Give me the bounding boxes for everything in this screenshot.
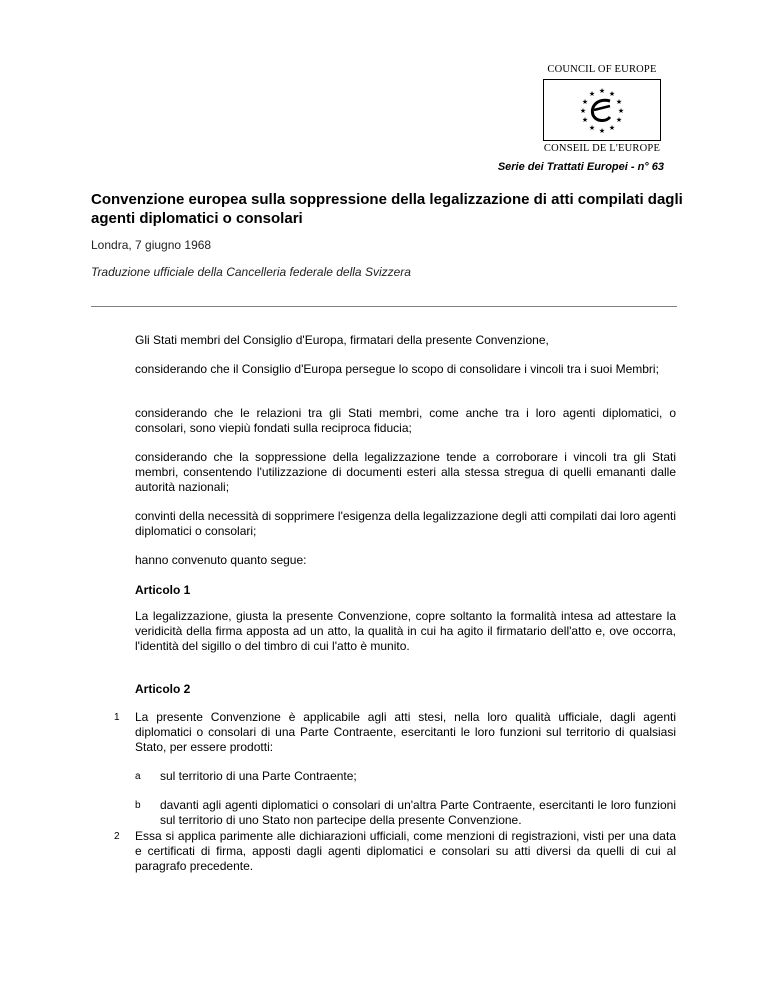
svg-text:★: ★ bbox=[598, 127, 606, 135]
preamble-closing: hanno convenuto quanto segue: bbox=[135, 553, 307, 567]
article-2-subparagraph-b: davanti agli agenti diplomatici o consolari di un'altra Parte Contraente, esercitanti le loro funzioni sul territorio di uno Stato non partecipe della presente Convenzione. bbox=[160, 798, 676, 827]
paragraph-number: 2 bbox=[114, 831, 120, 842]
svg-text:★: ★ bbox=[579, 107, 587, 115]
header-divider bbox=[91, 306, 677, 307]
article-1-heading: Articolo 1 bbox=[135, 583, 191, 597]
svg-text:★: ★ bbox=[581, 116, 589, 124]
treaty-series-number: Serie dei Trattati Europei - n° 63 bbox=[497, 161, 664, 173]
svg-text:★: ★ bbox=[608, 90, 616, 98]
svg-text:★: ★ bbox=[617, 107, 625, 115]
article-2-paragraph-2: Essa si applica parimente alle dichiarazioni ufficiali, come menzioni di registrazioni, visti per una data e certificati di firma, apposti dagli agenti diplomatici e consolari su atti diversi da quelli di cui al paragrafo precedente. bbox=[135, 829, 676, 873]
svg-text:★: ★ bbox=[608, 124, 616, 132]
logo-top-text: COUNCIL OF EUROPE bbox=[547, 64, 657, 75]
preamble-paragraph: considerando che le relazioni tra gli Stati membri, come anche tra i loro agenti diplomatici, o consolari, sono viepiù fondati sulla reciproca fiducia; bbox=[135, 406, 676, 435]
paragraph-number: 1 bbox=[114, 712, 120, 723]
svg-text:★: ★ bbox=[581, 98, 589, 106]
article-2-paragraph-1: La presente Convenzione è applicabile agli atti stesi, nella loro qualità ufficiale, dagli agenti diplomatici o consolari di una Parte Contraente, esercitanti le loro funzioni sul territorio di qualsiasi Stato, per essere prodotti: bbox=[135, 710, 676, 754]
preamble-paragraph: convinti della necessità di sopprimere l'esigenza della legalizzazione degli atti compilati dai loro agenti diplomatici o consolari; bbox=[135, 509, 676, 538]
logo-frame bbox=[543, 79, 661, 141]
council-of-europe-logo bbox=[543, 64, 661, 154]
stars-circle-icon bbox=[576, 84, 628, 136]
svg-text:★: ★ bbox=[588, 90, 596, 98]
preamble-intro: Gli Stati membri del Consiglio d'Europa, firmatari della presente Convenzione, bbox=[135, 333, 549, 347]
subparagraph-label: a bbox=[135, 771, 141, 782]
svg-text:★: ★ bbox=[615, 116, 623, 124]
logo-bottom-text: CONSEIL DE L'EUROPE bbox=[543, 143, 661, 154]
svg-text:★: ★ bbox=[588, 124, 596, 132]
svg-text:★: ★ bbox=[615, 98, 623, 106]
preamble-paragraph: considerando che il Consiglio d'Europa persegue lo scopo di consolidare i vincoli tra i suoi Membri; bbox=[135, 362, 659, 376]
article-2-heading: Articolo 2 bbox=[135, 682, 191, 696]
document-title: Convenzione europea sulla soppressione della legalizzazione di atti compilati dagli agenti diplomatici o consolari bbox=[91, 191, 683, 227]
subparagraph-label: b bbox=[135, 800, 141, 811]
translation-note: Traduzione ufficiale della Cancelleria federale della Svizzera bbox=[91, 265, 411, 279]
article-1-text: La legalizzazione, giusta la presente Convenzione, copre soltanto la formalità intesa ad attestare la veridicità della firma apposta ad un atto, la qualità in cui ha agito il firmatario dell'atto e, ove occorra, l'identità del sigillo o del timbro di cui l'atto è munito. bbox=[135, 609, 676, 653]
document-date: Londra, 7 giugno 1968 bbox=[91, 238, 212, 252]
svg-text:★: ★ bbox=[598, 87, 606, 95]
preamble-paragraph: considerando che la soppressione della legalizzazione tende a corroborare i vincoli tra gli Stati membri, consentendo l'utilizzazione di documenti esteri alla stessa stregua di quelli emananti dalle autorità nazionali; bbox=[135, 450, 676, 494]
article-2-subparagraph-a: sul territorio di una Parte Contraente; bbox=[160, 769, 357, 783]
